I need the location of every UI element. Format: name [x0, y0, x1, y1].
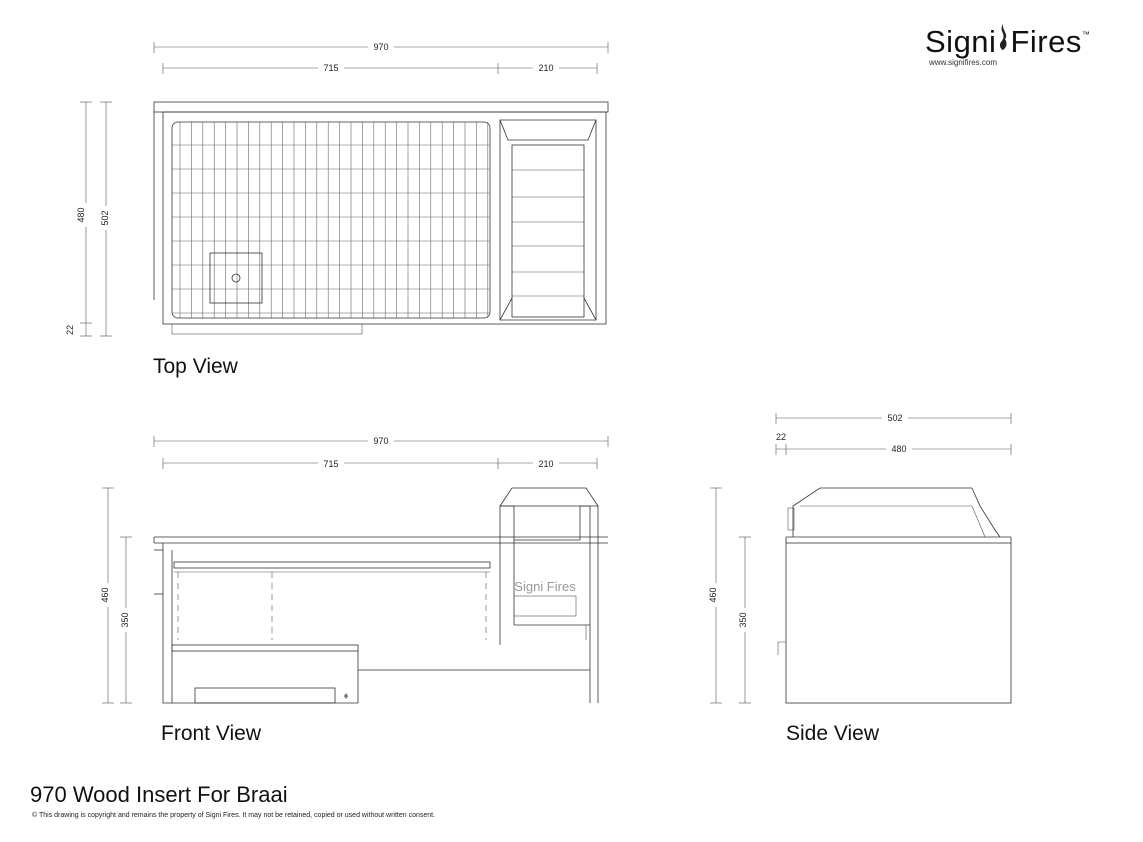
- access-plate: [210, 253, 262, 303]
- brand-name-right: Fires: [1010, 24, 1082, 59]
- firebox-emblem: Signi Fires: [514, 579, 576, 594]
- dim-label: 210: [538, 459, 554, 469]
- flame-icon: [996, 22, 1010, 60]
- dim-side-split: [776, 432, 1011, 455]
- dim-side-vertical: [707, 488, 751, 703]
- dim-top-split: [163, 61, 597, 74]
- dim-label: 970: [373, 436, 389, 446]
- top-view: [65, 40, 608, 336]
- dim-label: 715: [323, 459, 339, 469]
- dim-label: 970: [373, 42, 389, 52]
- dim-front-vertical: [99, 488, 132, 703]
- dim-label: 210: [538, 63, 554, 73]
- front-view: [99, 434, 608, 703]
- brand-url: www.signifires.com: [929, 58, 998, 67]
- flame-icon: ♦: [343, 691, 349, 702]
- dim-label: 350: [738, 612, 748, 628]
- dim-side-overall: [776, 411, 1011, 424]
- drawing-title: 970 Wood Insert For Braai: [30, 782, 288, 807]
- dim-front-overall: [154, 434, 608, 447]
- firebox-top: [500, 120, 596, 320]
- dim-top-vertical: [65, 102, 112, 336]
- dim-label: 715: [323, 63, 339, 73]
- dim-top-overall: [154, 40, 608, 53]
- dim-label: 502: [887, 413, 903, 423]
- dim-label: 22: [65, 324, 75, 336]
- brand-name-left: Signi: [925, 24, 997, 59]
- dim-label: 350: [120, 612, 130, 628]
- dim-front-split: [163, 457, 597, 469]
- dim-label: 22: [776, 432, 787, 442]
- dim-label: 460: [100, 587, 110, 603]
- front-view-label: Front View: [161, 722, 261, 745]
- ash-drawer: [195, 688, 335, 703]
- grill-bars: [172, 122, 490, 318]
- brand-logo: [925, 22, 1125, 67]
- dim-label: 502: [100, 210, 110, 226]
- dim-label: 480: [891, 444, 907, 454]
- top-view-label: Top View: [153, 355, 238, 378]
- dim-label: 460: [708, 587, 718, 603]
- dim-label: 480: [76, 207, 86, 223]
- side-view: [707, 411, 1011, 703]
- side-view-label: Side View: [786, 722, 880, 745]
- copyright-notice: © This drawing is copyright and remains the property of Signi Fires. It may not be retained, copied or used without written consent.: [32, 812, 436, 819]
- trademark-symbol: ™: [1081, 30, 1091, 39]
- firebox-front: [500, 488, 598, 703]
